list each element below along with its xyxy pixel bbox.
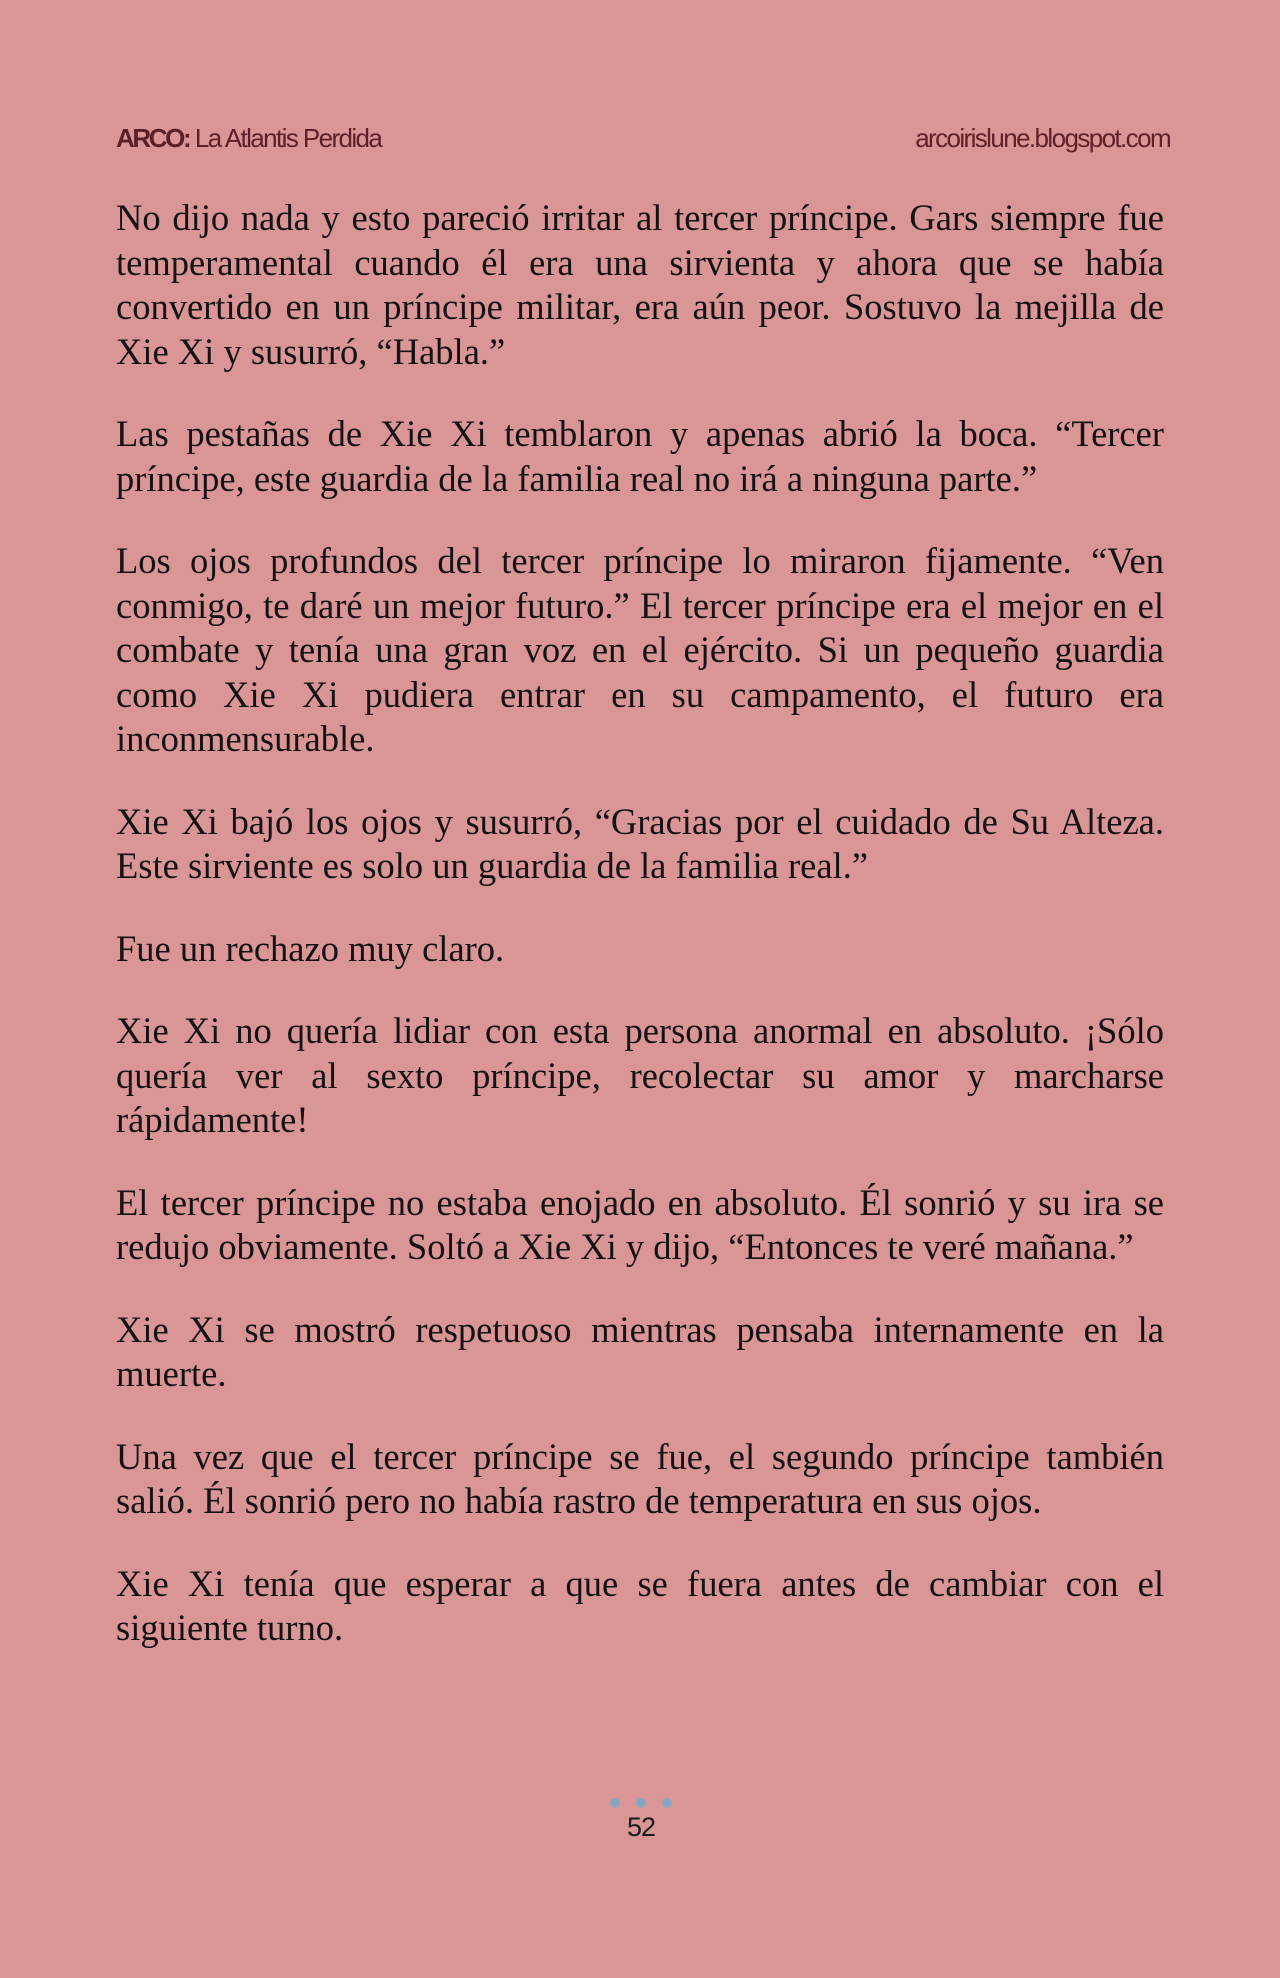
page-header <box>116 118 1170 158</box>
dot-ornament <box>636 1798 646 1808</box>
paragraph: Fue un rechazo muy claro. <box>116 927 505 969</box>
dot-ornament <box>610 1798 620 1808</box>
paragraph: Una vez que el tercer príncipe se fue, el segundo príncipe también salió. Él sonrió pero no había rastro de temperatura en sus ojos. <box>116 1435 1164 1521</box>
ornament-dots <box>2 1798 1280 1808</box>
book-subtitle: La Atlantis Perdida <box>194 122 382 153</box>
paragraph: Xie Xi bajó los ojos y susurró, “Gracias por el cuidado de Su Alteza. Este sirviente es solo un guardia de la familia real.” <box>116 800 1164 886</box>
chapter-body <box>116 196 1164 1689</box>
paragraph: Xie Xi tenía que esperar a que se fuera antes de cambiar con el siguiente turno. <box>116 1562 1164 1648</box>
page-footer <box>0 1798 1280 1843</box>
paragraph: Xie Xi no quería lidiar con esta persona anormal en absoluto. ¡Sólo quería ver al sexto príncipe, recolectar su amor y marcharse rápidamente! <box>116 1010 1164 1140</box>
site-url: arcoirislune.blogspot.com <box>915 122 1170 153</box>
paragraph: Xie Xi se mostró respetuoso mientras pensaba internamente en la muerte. <box>116 1308 1164 1394</box>
paragraph: Las pestañas de Xie Xi temblaron y apenas abrió la boca. “Tercer príncipe, este guardia de la familia real no irá a ninguna parte.” <box>116 413 1164 499</box>
paragraph: No dijo nada y esto pareció irritar al tercer príncipe. Gars siempre fue temperamental cuando él era una sirvienta y ahora que se había convertido en un príncipe militar, era aún peor. Sostuvo la mejilla de Xie Xi y susurró, “Habla.” <box>116 197 1164 372</box>
paragraph: Los ojos profundos del tercer príncipe lo miraron fijamente. “Ven conmigo, te daré un mejor futuro.” El tercer príncipe era el mejor en el combate y tenía una gran voz en el ejército. Si un pequeño guardia como Xie Xi pudiera entrar en su campamento, el futuro era inconmensurable. <box>116 540 1164 759</box>
dot-ornament <box>662 1798 672 1808</box>
page-number: 52 <box>626 1812 656 1842</box>
paragraph: El tercer príncipe no estaba enojado en absoluto. Él sonrió y su ira se redujo obviamente. Soltó a Xie Xi y dijo, “Entonces te veré mañana.” <box>116 1181 1164 1267</box>
series-brand: ARCO: <box>116 122 190 153</box>
book-title <box>116 123 381 154</box>
